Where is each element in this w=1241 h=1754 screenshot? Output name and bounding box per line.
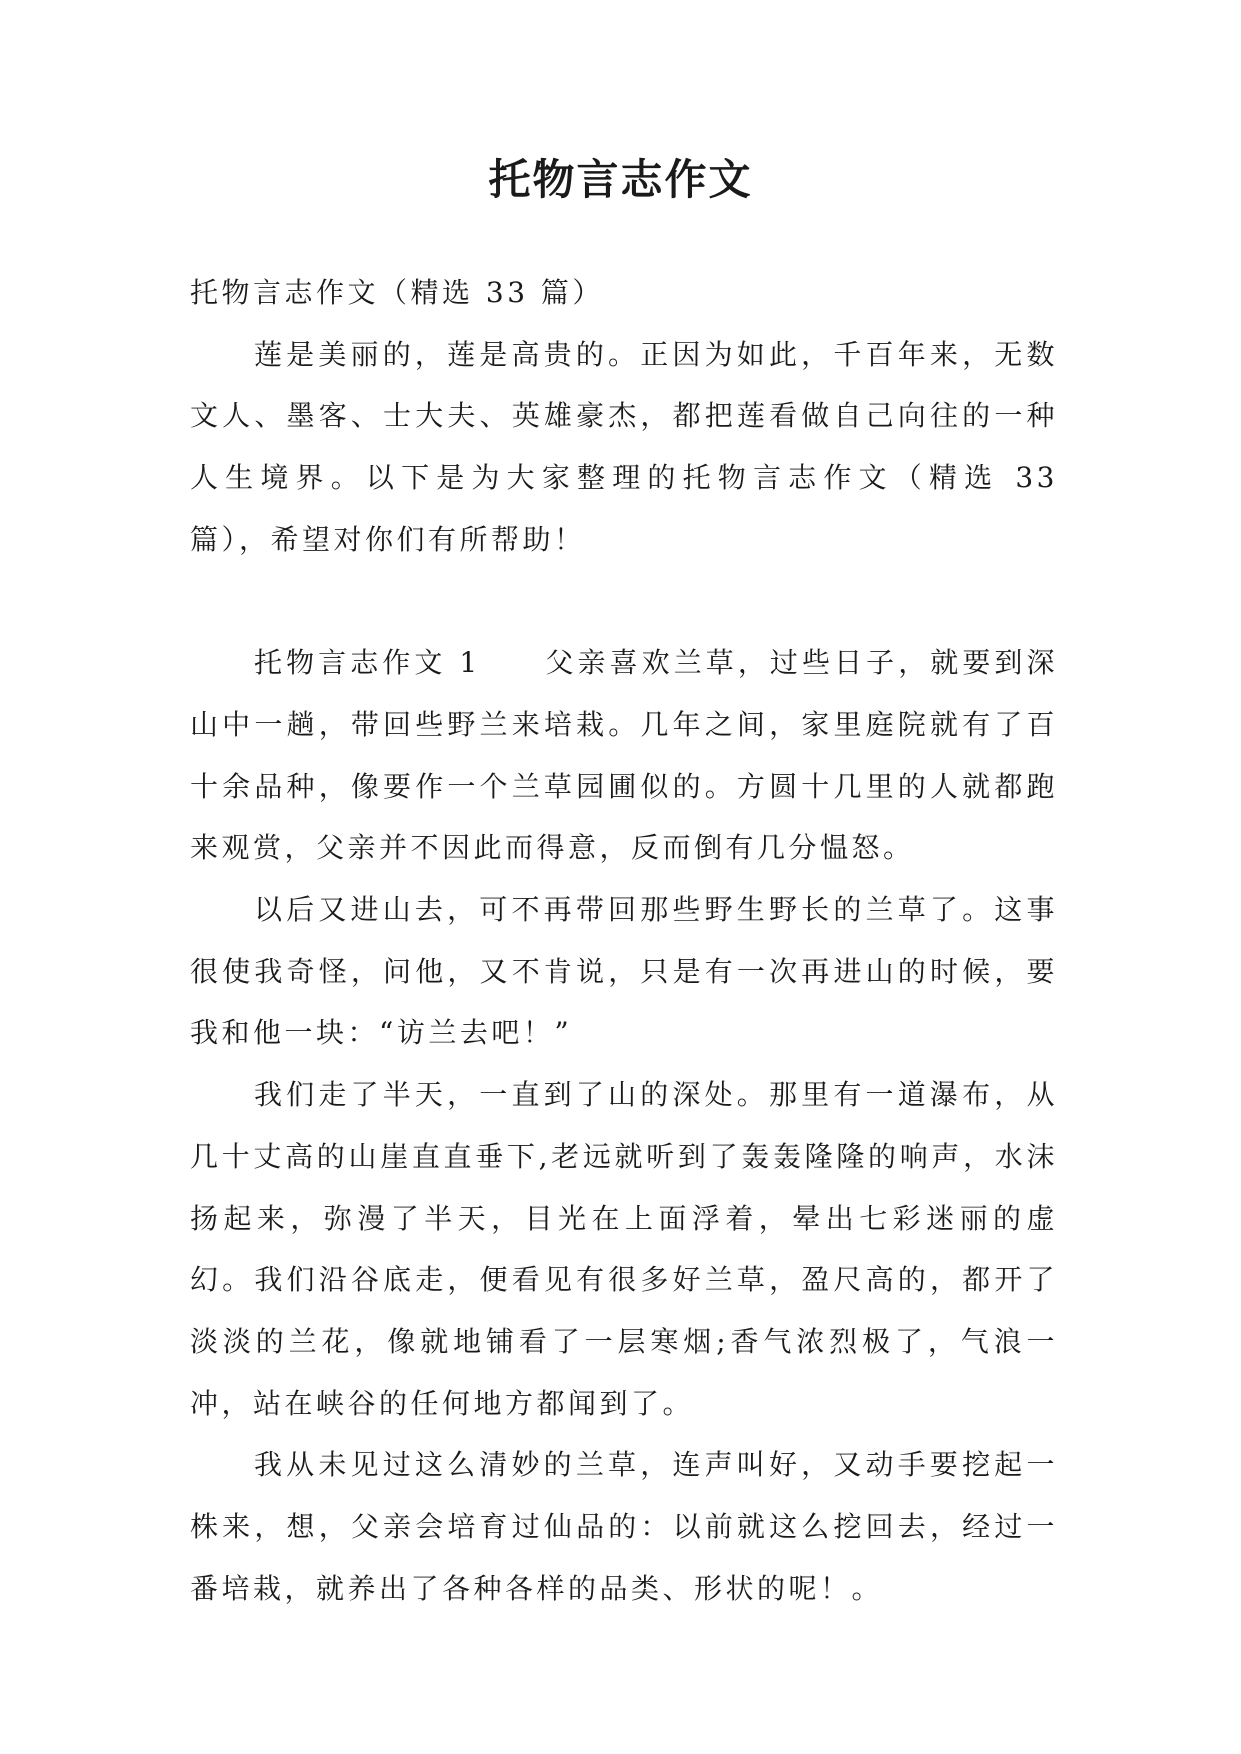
intro-paragraph: 莲是美丽的，莲是高贵的。正因为如此，千百年来，无数文人、墨客、士大夫、英雄豪杰，都把莲看做自己向往的一种人生境界。以下是为大家整理的托物言志作文（精选 33 篇），希望对你们有所帮助！ [190, 337, 1058, 556]
essay-paragraph: 托物言志作文 1 父亲喜欢兰草，过些日子，就要到深山中一趟，带回些野兰来培栽。几年之间，家里庭院就有了百十余品种，像要作一个兰草园圃似的。方圆十几里的人就都跑来观赏，父亲并不因此而得意，反而倒有几分愠怒。 [190, 646, 1058, 865]
essay-paragraph: 我们走了半天，一直到了山的深处。那里有一道瀑布，从几十丈高的山崖直直垂下,老远就听到了轰轰隆隆的响声，水沫扬起来，弥漫了半天，目光在上面浮着，晕出七彩迷丽的虚幻。我们沿谷底走，便看见有很多好兰草，盈尺高的，都开了淡淡的兰花，像就地铺看了一层寒烟;香气浓烈极了，气浪一冲，站在峡谷的任何地方都闻到了。 [190, 1078, 1058, 1420]
essay-paragraph: 以后又进山去，可不再带回那些野生野长的兰草了。这事很使我奇怪，问他，又不肯说，只是有一次再进山的时候，要我和他一块：“访兰去吧！” [190, 893, 1058, 1050]
document-subtitle: 托物言志作文（精选 33 篇） [190, 276, 604, 309]
document-body [190, 262, 1058, 1619]
paragraph-spacer [190, 571, 1058, 633]
document-title: 托物言志作文 [488, 155, 753, 204]
essay-paragraph: 我从未见过这么清妙的兰草，连声叫好，又动手要挖起一株来，想，父亲会培育过仙品的：以前就这么挖回去，经过一番培栽，就养出了各种各样的品类、形状的呢！。 [190, 1448, 1058, 1605]
